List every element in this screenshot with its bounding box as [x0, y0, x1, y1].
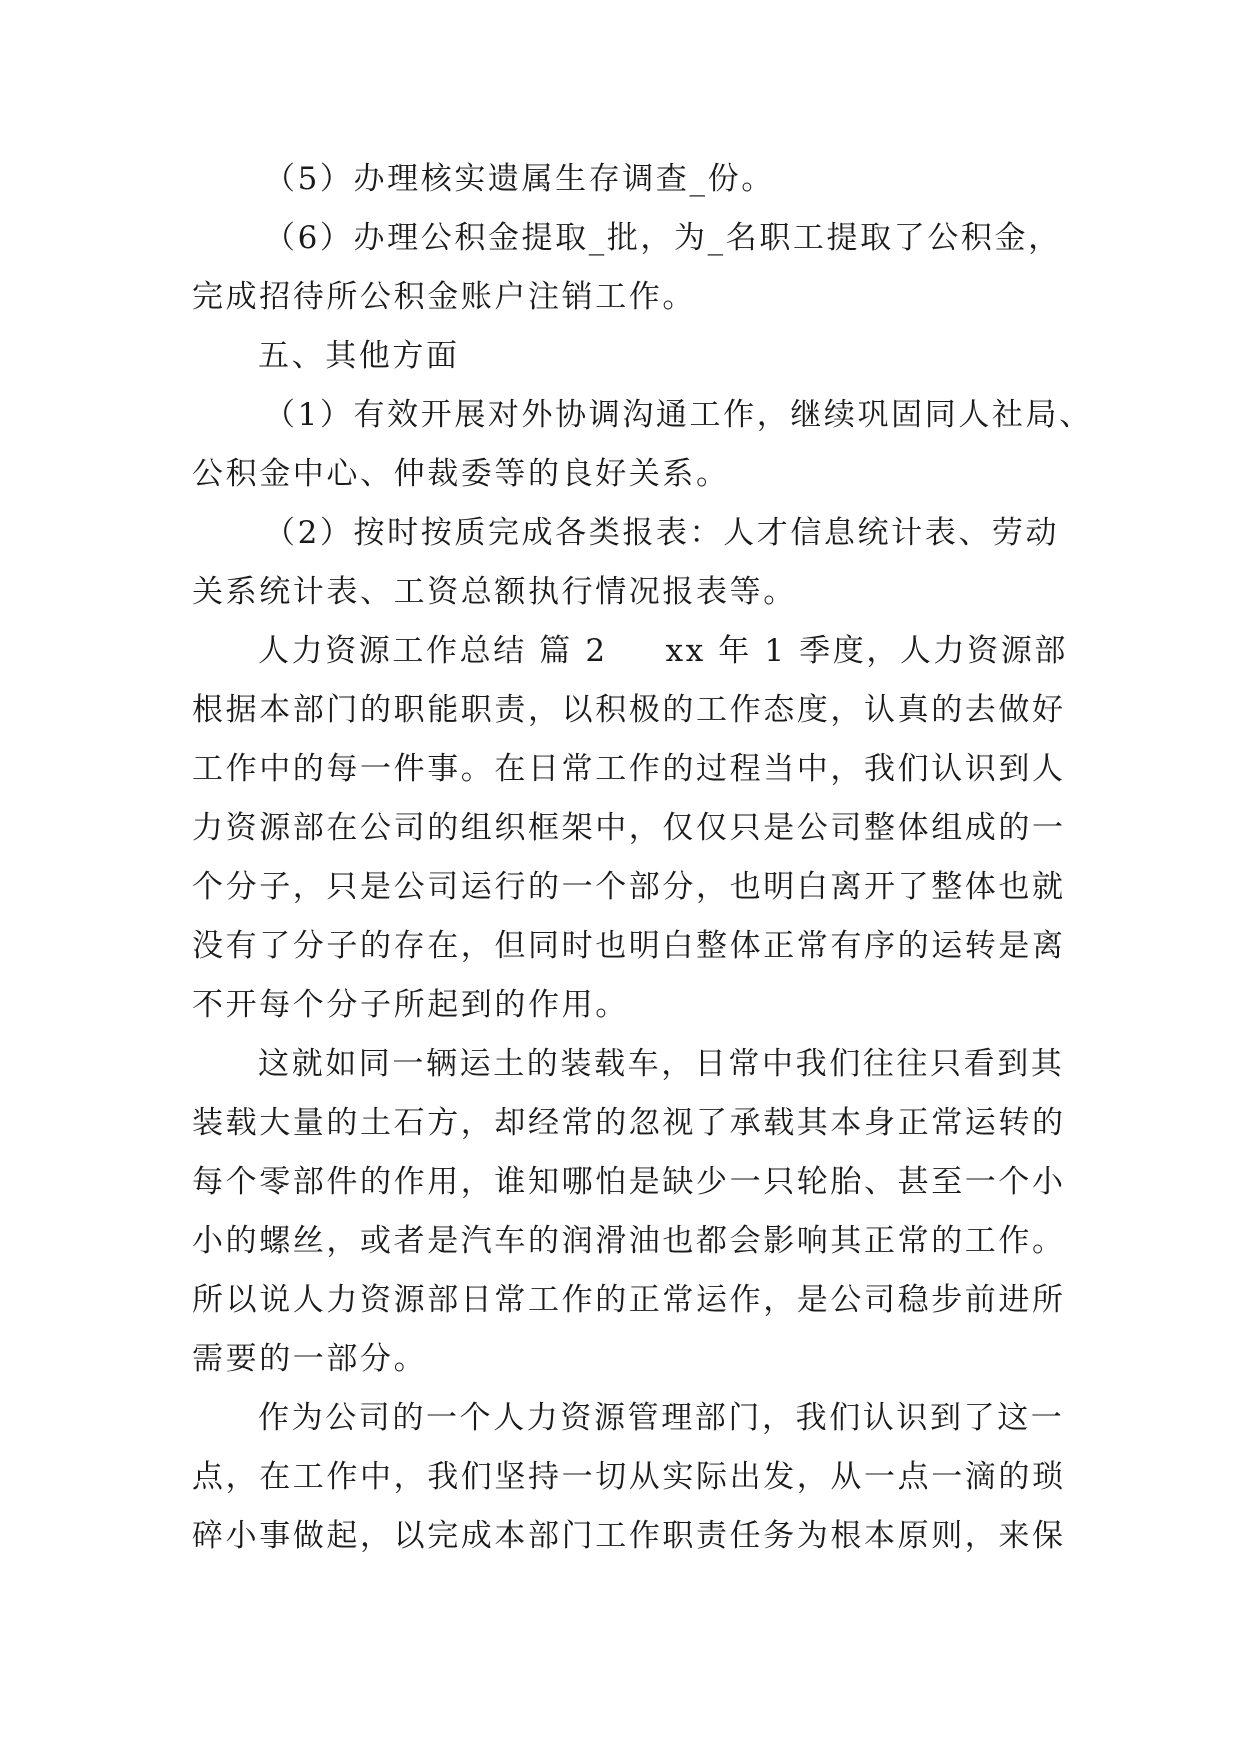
text-line: 每个零部件的作用，谁知哪怕是缺少一只轮胎、甚至一个小: [192, 1164, 1066, 1200]
text-line: 没有了分子的存在，但同时也明白整体正常有序的运转是离: [192, 928, 1066, 964]
paragraph-summary: [192, 622, 1068, 1035]
text-line: 个分子，只是公司运行的一个部分，也明白离开了整体也就: [192, 869, 1066, 905]
text-line: 力资源部在公司的组织框架中，仅仅只是公司整体组成的一: [192, 810, 1066, 846]
text-line: （6）办理公积金提取_批，为_名职工提取了公积金，: [264, 220, 1062, 256]
text-line: 关系统计表、工资总额执行情况报表等。: [192, 574, 797, 610]
paragraph-other-1: [192, 386, 1093, 504]
text-line: 需要的一部分。: [192, 1341, 428, 1377]
text-line: （1）有效开展对外协调沟通工作，继续巩固同人社局、: [264, 397, 1093, 433]
text-line: 点，在工作中，我们坚持一切从实际出发，从一点一滴的琐: [192, 1459, 1066, 1495]
summary-first-line: [192, 622, 1068, 681]
summary-title: 人力资源工作总结: [258, 633, 527, 669]
text-line: 公积金中心、仲裁委等的良好关系。: [192, 456, 730, 492]
summary-first-line-rest: xx 年 1 季度，人力资源部: [665, 633, 1068, 669]
text-line: 小的螺丝，或者是汽车的润滑油也都会影响其正常的工作。: [192, 1223, 1066, 1259]
paragraph-closing: [192, 1389, 1066, 1566]
summary-part: 篇 2: [539, 633, 608, 669]
paragraph-analogy: [192, 1035, 1066, 1389]
paragraph-item-6: [192, 209, 1060, 327]
paragraph-item-5: [192, 150, 1060, 209]
text-line: 这就如同一辆运土的装载车，日常中我们往往只看到其: [258, 1046, 1065, 1082]
section-heading-other: [192, 327, 1060, 386]
text-line: 所以说人力资源部日常工作的正常运作，是公司稳步前进所: [192, 1282, 1066, 1318]
text-line: 碎小事做起，以完成本部门工作职责任务为根本原则，来保: [192, 1518, 1066, 1554]
text-line: 不开每个分子所起到的作用。: [192, 987, 629, 1023]
text-line: 工作中的每一件事。在日常工作的过程当中，我们认识到人: [192, 751, 1066, 787]
text-line: （2）按时按质完成各类报表：人才信息统计表、劳动: [264, 515, 1060, 551]
text-line: 作为公司的一个人力资源管理部门，我们认识到了这一: [258, 1400, 1065, 1436]
paragraph-other-2: [192, 504, 1060, 622]
text-line: （5）办理核实遗属生存调查_份。: [264, 161, 775, 197]
text-line: 五、其他方面: [258, 338, 460, 374]
text-line: 完成招待所公积金账户注销工作。: [192, 279, 696, 315]
text-line: 根据本部门的职能职责，以积极的工作态度，认真的去做好: [192, 692, 1066, 728]
document-body: [192, 150, 1093, 1566]
text-line: 装载大量的土石方，却经常的忽视了承载其本身正常运转的: [192, 1105, 1066, 1141]
